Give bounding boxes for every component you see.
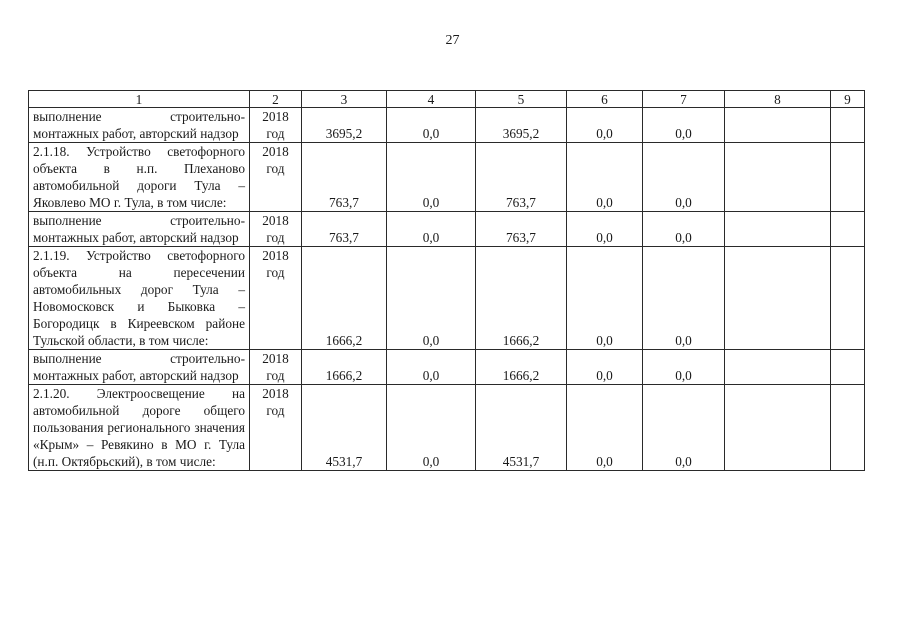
- cell-col9: [831, 385, 865, 471]
- cell-col6: 0,0: [567, 212, 643, 247]
- column-header-8: 8: [725, 91, 831, 108]
- cell-col6: 0,0: [567, 247, 643, 350]
- cell-col8: [725, 350, 831, 385]
- year-value: 2018: [262, 144, 289, 159]
- column-header-9: 9: [831, 91, 865, 108]
- row-year: [250, 350, 302, 385]
- cell-col6: 0,0: [567, 108, 643, 143]
- row-description: 2.1.18. Устройство светофорного объекта в н.п. Плеханово автомобильной дороги Тула – Яковлево МО г. Тула, в том числе:: [29, 143, 250, 212]
- table-row: [29, 385, 865, 471]
- cell-col3: 763,7: [302, 143, 387, 212]
- header-row: [29, 91, 865, 108]
- cell-col4: 0,0: [387, 212, 476, 247]
- row-description: выполнение строительно-монтажных работ, авторский надзор: [29, 350, 250, 385]
- cell-col3: 1666,2: [302, 350, 387, 385]
- cell-col4: 0,0: [387, 108, 476, 143]
- year-value: 2018: [262, 386, 289, 401]
- year-unit: год: [266, 265, 285, 280]
- table-row: [29, 212, 865, 247]
- column-header-5: 5: [476, 91, 567, 108]
- cell-col6: 0,0: [567, 143, 643, 212]
- cell-col5: 4531,7: [476, 385, 567, 471]
- column-header-4: 4: [387, 91, 476, 108]
- cell-col3: 1666,2: [302, 247, 387, 350]
- row-year: [250, 143, 302, 212]
- cell-col8: [725, 212, 831, 247]
- cell-col6: 0,0: [567, 385, 643, 471]
- cell-col8: [725, 385, 831, 471]
- cell-col7: 0,0: [643, 350, 725, 385]
- year-unit: год: [266, 230, 285, 245]
- year-unit: год: [266, 126, 285, 141]
- cell-col7: 0,0: [643, 247, 725, 350]
- cell-col9: [831, 108, 865, 143]
- row-year: [250, 247, 302, 350]
- year-value: 2018: [262, 109, 289, 124]
- cell-col7: 0,0: [643, 385, 725, 471]
- cell-col5: 763,7: [476, 212, 567, 247]
- row-year: [250, 108, 302, 143]
- table-row: [29, 247, 865, 350]
- row-year: [250, 212, 302, 247]
- cell-col3: 763,7: [302, 212, 387, 247]
- cell-col7: 0,0: [643, 108, 725, 143]
- cell-col9: [831, 350, 865, 385]
- year-value: 2018: [262, 351, 289, 366]
- cell-col3: 4531,7: [302, 385, 387, 471]
- cell-col4: 0,0: [387, 385, 476, 471]
- row-year: [250, 385, 302, 471]
- year-unit: год: [266, 161, 285, 176]
- cell-col4: 0,0: [387, 143, 476, 212]
- cell-col5: 1666,2: [476, 350, 567, 385]
- table-row: [29, 350, 865, 385]
- row-description: выполнение строительно-монтажных работ, авторский надзор: [29, 212, 250, 247]
- cell-col9: [831, 212, 865, 247]
- table-row: [29, 143, 865, 212]
- column-header-7: 7: [643, 91, 725, 108]
- cell-col5: 763,7: [476, 143, 567, 212]
- cell-col8: [725, 247, 831, 350]
- year-unit: год: [266, 368, 285, 383]
- year-unit: год: [266, 403, 285, 418]
- row-description: 2.1.19. Устройство светофорного объекта на пересечении автомобильных дорог Тула – Новомосковск и Быковка – Богородицк в Киреевском районе Тульской области, в том числе:: [29, 247, 250, 350]
- cell-col7: 0,0: [643, 212, 725, 247]
- cell-col8: [725, 108, 831, 143]
- cell-col6: 0,0: [567, 350, 643, 385]
- column-header-1: 1: [29, 91, 250, 108]
- cell-col7: 0,0: [643, 143, 725, 212]
- column-header-2: 2: [250, 91, 302, 108]
- row-description: 2.1.20. Электроосвещение на автомобильной дороге общего пользования регионального значения «Крым» – Ревякино в МО г. Тула (н.п. Октябрьский), в том числе:: [29, 385, 250, 471]
- column-header-6: 6: [567, 91, 643, 108]
- table-row: [29, 108, 865, 143]
- cell-col4: 0,0: [387, 247, 476, 350]
- page-number: 27: [445, 33, 460, 48]
- year-value: 2018: [262, 248, 289, 263]
- cell-col9: [831, 143, 865, 212]
- budget-table: [28, 90, 865, 471]
- cell-col3: 3695,2: [302, 108, 387, 143]
- cell-col5: 1666,2: [476, 247, 567, 350]
- cell-col9: [831, 247, 865, 350]
- year-value: 2018: [262, 213, 289, 228]
- cell-col8: [725, 143, 831, 212]
- column-header-3: 3: [302, 91, 387, 108]
- cell-col5: 3695,2: [476, 108, 567, 143]
- cell-col4: 0,0: [387, 350, 476, 385]
- row-description: выполнение строительно-монтажных работ, авторский надзор: [29, 108, 250, 143]
